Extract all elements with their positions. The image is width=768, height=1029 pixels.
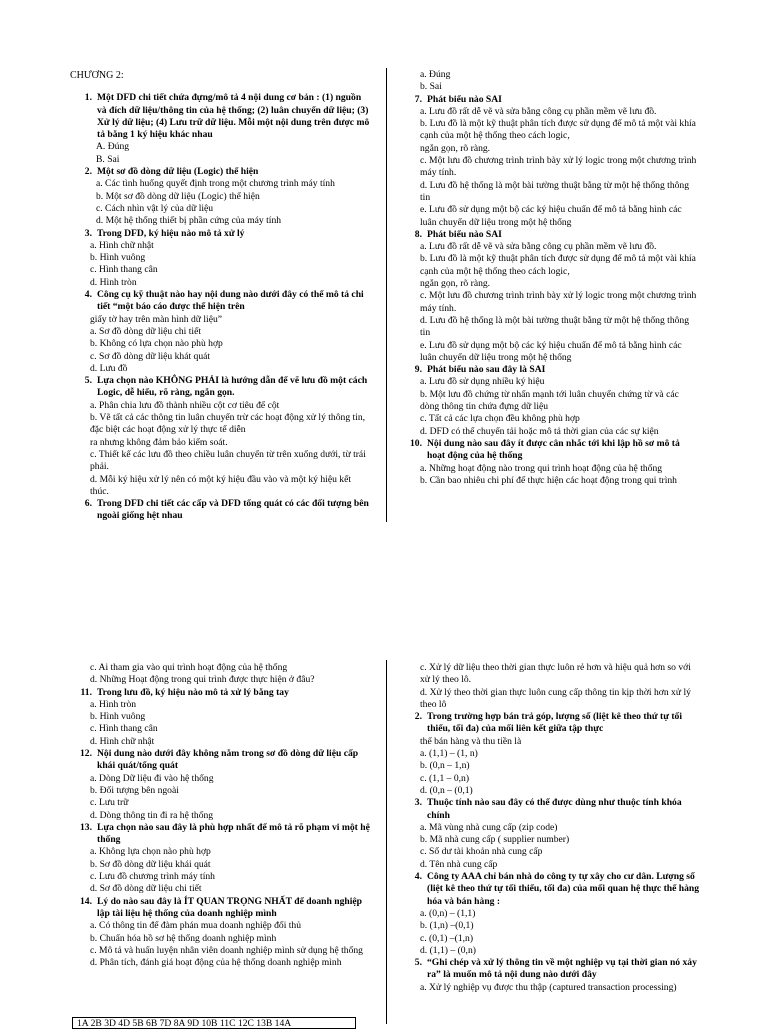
answer-options: [400, 463, 700, 488]
question-text: Lựa chọn nào sau đây là phù hợp nhất để mô tả rõ phạm vi một hệ thống: [97, 821, 370, 846]
question-text: Phát biểu nào SAI: [427, 228, 502, 240]
question-number: 1.: [84, 92, 92, 104]
question: [70, 896, 370, 921]
question-text: Một DFD chi tiết chứa đựng/mô tả 4 nội dung cơ bản : (1) nguồn và đích dữ liệu/thông tin của hệ thống; (2) luân chuyển dữ liệu; (3) Xử lý dữ liệu; (4) Lưu trữ dữ liệu. Mỗi một nội dung trên được mô tả bằng 1 ký hiệu khác nhau: [97, 92, 370, 141]
question-number: 13.: [80, 821, 92, 833]
question-block: [70, 896, 370, 970]
question-block: [400, 711, 700, 797]
question-text: Trong DFD, ký hiệu nào mô tả xử lý: [97, 227, 245, 239]
question: [400, 957, 700, 982]
answer-option: a. Có thông tin để đàm phán mua doanh nghiệp đối thủ: [90, 920, 302, 932]
answer-option: d. Một hệ thống thiết bị phần cứng của máy tính: [96, 215, 282, 227]
answer-option: c. Một lưu đồ chương trình trình bày xử lý logic trong một chương trình máy tính.: [420, 290, 697, 314]
answer-options: [70, 699, 370, 748]
answer-option: c. Mô tả và huấn luyện nhân viên doanh nghiệp mình sử dụng hệ thống: [90, 944, 363, 956]
answer-option: b. Một lưu đồ chứng từ nhấn mạnh tới luân chuyển chứng từ và các dòng thông tin chứa đựng dữ liệu: [420, 388, 679, 413]
answer-option: d. Dòng thông tin đi ra hệ thống: [90, 809, 214, 821]
question-number: 3.: [414, 797, 422, 809]
question-number: 7.: [414, 93, 422, 105]
question-block: [70, 228, 370, 289]
answer-option: c. Sơ đồ dòng dữ liệu khát quát: [90, 350, 211, 362]
question-text: “Ghi chép và xử lý thông tin về một nghiệp vụ tại thời gian nó xảy ra” là muốn mô tả nội dung nào dưới đây: [427, 957, 697, 981]
question-number: 4.: [414, 871, 422, 883]
question-number: 5.: [414, 957, 422, 969]
question-continuation: thể bán hàng và thu tiền là: [420, 735, 522, 747]
continued-option: a. Đúng: [420, 69, 451, 80]
column-divider-bottom: [386, 660, 387, 1024]
question-number: 10.: [410, 437, 422, 449]
answer-option: b. (0,n – 1,n): [420, 760, 470, 772]
answer-option: a. Lưu đồ rất dễ vẽ và sửa bằng công cụ phần mềm vẽ lưu đồ.: [420, 105, 657, 117]
continued-option: b. Sai: [420, 81, 442, 93]
question: [70, 92, 370, 141]
question: [400, 229, 700, 241]
top-left-column: [70, 70, 370, 523]
question-block: [70, 166, 370, 227]
top-right-column: [400, 69, 700, 487]
question-block: [400, 957, 700, 994]
answer-option: a. Mã vùng nhà cung cấp (zip code): [420, 821, 558, 833]
question-continuation: giấy tờ hay trên màn hình dữ liệu”: [90, 313, 223, 325]
answer-options: [70, 846, 370, 895]
question-number: 3.: [84, 227, 92, 239]
question-text: Phát biểu nào sau đây là SAI: [427, 364, 546, 376]
answer-options: [70, 178, 370, 227]
answer-option: a. Lưu đồ sử dụng nhiều ký hiệu: [420, 376, 545, 388]
answer-key: 1A 2B 3D 4D 5B 6B 7D 8A 9D 10B 11C 12C 13B 14A: [72, 1017, 356, 1029]
question: [70, 228, 370, 240]
question-text: Lựa chọn nào KHÔNG PHẢI là hướng dẫn để vẽ lưu đồ một cách Logic, dễ hiểu, rõ ràng, ngắn gọn.: [97, 375, 368, 399]
question-number: 5.: [84, 375, 92, 387]
answer-option: b. Đối tượng bên ngoài: [90, 784, 179, 796]
question: [400, 797, 700, 822]
question: [400, 94, 700, 106]
answer-option: b. Không có lựa chọn nào phù hợp: [90, 338, 223, 350]
answer-option: ngắn gọn, rõ ràng.: [420, 142, 491, 154]
question-block: [70, 498, 370, 523]
answer-option: a. Sơ đồ dòng dữ liệu chi tiết: [90, 325, 201, 337]
column-divider-top: [386, 68, 387, 522]
answer-option: b. Vẽ tất cả các thông tin luân chuyển trừ các hoạt động xử lý thông tin, đặc biệt các hoạt động xử lý thực tế diễn: [90, 412, 366, 436]
answer-option: d. Hình tròn: [90, 276, 137, 288]
answer-option: b. Lưu đồ là một kỹ thuật phân tích được sử dụng để mô tả một vài khía cạnh của một hệ thống theo cách logic,: [420, 118, 696, 142]
answer-option: d. Lưu đồ hệ thống là một bài tường thuật bằng từ một hệ thống thông tin: [420, 179, 690, 203]
answer-options: [400, 822, 700, 871]
question-block: [70, 375, 370, 498]
answer-option: a. Lưu đồ rất dễ vẽ và sửa bằng công cụ phần mềm vẽ lưu đồ.: [420, 241, 657, 253]
answer-option: a. Dòng Dữ liệu đi vào hệ thống: [90, 772, 214, 784]
question-text: Một sơ đồ dòng dữ liệu (Logic) thể hiện: [97, 166, 259, 178]
answer-option: d. DFD có thể chuyển tải hoặc mô tả thời gian của các sự kiện: [420, 425, 659, 437]
question: [70, 822, 370, 847]
question-number: 8.: [414, 228, 422, 240]
answer-option: A. Đúng: [96, 141, 130, 153]
answer-option: c. (1,1 – 0,n): [420, 772, 470, 784]
answer-option: b. Hình vuông: [90, 711, 146, 723]
answer-option: b. Một sơ đồ dòng dữ liệu (Logic) thể hiện: [96, 190, 260, 202]
answer-option: c. Lưu đồ chương trình máy tính: [90, 871, 215, 883]
question-number: 2.: [414, 711, 422, 723]
question-text: Nội dung nào sau đây ít được cân nhắc tới khi lập hồ sơ mô tả hoạt động của hệ thống: [427, 437, 680, 462]
question-block: [70, 289, 370, 375]
answer-option: a. Những hoạt động nào trong qui trình hoạt động của hệ thống: [420, 462, 663, 474]
answer-option: c. Một lưu đồ chương trình trình bày xử lý logic trong một chương trình máy tính.: [420, 155, 697, 179]
answer-option: d. Sơ đồ dòng dữ liệu chi tiết: [90, 883, 202, 895]
question-text: Trong DFD chi tiết các cấp và DFD tổng quát có các đối tượng bên ngoài giống hệt nhau: [97, 498, 369, 522]
answer-option: b. Chuẩn hóa hồ sơ hệ thống doanh nghiệp mình: [90, 932, 277, 944]
answer-options: [400, 241, 700, 364]
question: [400, 711, 700, 736]
answer-option: ngắn gọn, rõ ràng.: [420, 278, 491, 290]
question: [400, 364, 700, 376]
answer-option: b. Mã nhà cung cấp ( supplier number): [420, 834, 570, 846]
answer-option: d. Phân tích, đánh giá hoạt động của hệ thống doanh nghiệp mình: [90, 957, 342, 969]
question-text: Lý do nào sau đây là ÍT QUAN TRỌNG NHẤT để doanh nghiệp lập tài liệu hệ thống của doanh nghiệp mình: [97, 895, 362, 919]
question: [400, 438, 700, 463]
answer-option: a. (0,n) – (1,1): [420, 907, 476, 919]
question-block: [400, 797, 700, 871]
question-number: 4.: [84, 289, 92, 301]
answer-options: [400, 908, 700, 957]
answer-option: b. (1,n) –(0,1): [420, 920, 474, 932]
answer-option: b. Cần bao nhiêu chi phí để thực hiện các hoạt động trong qui trình: [420, 474, 677, 486]
question-text: Trong lưu đồ, ký hiệu nào mô tả xử lý bằng tay: [97, 686, 289, 698]
question-text: Công cụ kỹ thuật nào hay nội dung nào dưới đây có thể mô tả chi tiết “một báo cáo được thể hiện trên: [97, 289, 364, 313]
answer-option: a. Phân chia lưu đồ thành nhiều cột cơ tiêu để cột: [90, 399, 280, 411]
answer-options: [70, 314, 370, 375]
answer-option: b. Sơ đồ dòng dữ liệu khái quát: [90, 858, 211, 870]
question: [70, 687, 370, 699]
question-block: [400, 364, 700, 438]
question-text: Trong trường hợp bán trả góp, lượng số (liệt kê theo thứ tự tối thiểu, tối đa) của mối liên kết giữa tập thực: [427, 711, 683, 735]
answer-option: b. Hình vuông: [90, 252, 146, 264]
answer-option: a. Các tình huống quyết định trong một chương trình máy tính: [96, 178, 335, 190]
answer-option: e. Lưu đồ sử dụng một bộ các ký hiệu chuẩn để mô tả bằng hình các luân chuyển dữ liệu trong một hệ thống: [420, 339, 682, 363]
answer-options: [400, 736, 700, 797]
answer-option: c. Tất cả các lựa chọn đều không phù hợp: [420, 413, 580, 425]
question-number: 2.: [84, 166, 92, 178]
answer-option: ra nhưng không đảm bảo kiểm soát.: [90, 436, 228, 448]
continued-option: d. Những Hoạt động trong qui trình được thực hiện ở đâu?: [90, 674, 315, 686]
continued-option: d. Xử lý theo thời gian thực luôn cung cấp thông tin kịp thời hơn xử lý theo lô: [420, 686, 691, 710]
answer-options: [70, 400, 370, 498]
answer-option: c. Hình thang cân: [90, 723, 158, 735]
answer-option: d. Tên nhà cung cấp: [420, 858, 498, 870]
question-block: [400, 871, 700, 957]
answer-option: a. Không lựa chọn nào phù hợp: [90, 846, 211, 858]
chapter-heading: CHƯƠNG 2:: [70, 70, 124, 81]
answer-option: B. Sai: [96, 153, 120, 165]
bottom-left-column: [70, 662, 370, 969]
question: [70, 166, 370, 178]
answer-options: [70, 773, 370, 822]
answer-option: a. (1,1) – (1, n): [420, 748, 478, 760]
question-block: [70, 748, 370, 822]
question-block: [400, 438, 700, 487]
bottom-right-column: [400, 662, 700, 994]
question-number: 9.: [414, 364, 422, 376]
answer-option: c. Số dư tài khoản nhà cung cấp: [420, 846, 543, 858]
answer-option: a. Hình tròn: [90, 698, 137, 710]
answer-options: [400, 106, 700, 229]
question-block: [70, 687, 370, 748]
answer-options: [70, 141, 370, 166]
question-text: Nội dung nào dưới đây không nằm trong sơ đồ dòng dữ liệu cấp khái quát/tổng quát: [97, 748, 359, 772]
question-block: [70, 822, 370, 896]
question-text: Công ty AAA chỉ bán nhà do công ty tự xây cho cư dân. Lượng số (liệt kê theo thứ tự tối thiểu, tối đa) của mối quan hệ thực thể hàng hóa và bán hàng :: [427, 871, 700, 907]
question-number: 11.: [80, 686, 92, 698]
answer-options: [70, 920, 370, 969]
answer-option: b. Lưu đồ là một kỹ thuật phân tích được sử dụng để mô tả một vài khía cạnh của một hệ thống theo cách logic,: [420, 253, 696, 277]
answer-option: e. Lưu đồ sử dụng một bộ các ký hiệu chuẩn để mô tả bằng hình các luân chuyển dữ liệu trong một hệ thống: [420, 204, 682, 228]
continued-option: c. Ai tham gia vào qui trình hoạt động của hệ thống: [90, 662, 288, 673]
answer-options: [70, 240, 370, 289]
answer-option: d. Mỗi ký hiệu xử lý nên có một ký hiệu đầu vào và một ký hiệu kết thúc.: [90, 473, 351, 497]
answer-options: [400, 376, 700, 437]
answer-option: c. Lưu trữ: [90, 797, 129, 809]
answer-option: d. (1,1) – (0,n): [420, 944, 476, 956]
question-block: [70, 92, 370, 166]
answer-option: c. Hình thang cân: [90, 264, 158, 276]
question-text: Thuộc tính nào sau đây có thể được dùng như thuộc tính khóa chính: [427, 797, 682, 821]
question-number: 14.: [80, 895, 92, 907]
answer-option: a. Xử lý nghiệp vụ được thu thập (captured transaction processing): [420, 981, 677, 993]
question: [70, 748, 370, 773]
answer-option: d. Hình chữ nhật: [90, 735, 155, 747]
question: [400, 871, 700, 908]
answer-option: d. (0,n – (0,1): [420, 784, 473, 796]
answer-options: [400, 982, 700, 994]
question-number: 12.: [80, 748, 92, 760]
question-block: [400, 229, 700, 364]
answer-option: d. Lưu đồ: [90, 362, 128, 374]
answer-option: d. Lưu đồ hệ thống là một bài tường thuật bằng từ một hệ thống thông tin: [420, 314, 690, 339]
answer-option: a. Hình chữ nhật: [90, 239, 154, 251]
question-number: 6.: [84, 498, 92, 510]
continued-option: c. Xử lý dữ liệu theo thời gian thực luôn rẻ hơn và hiệu quả hơn so với xử lý theo lô.: [420, 662, 691, 686]
question: [70, 375, 370, 400]
question-text: Phát biểu nào SAI: [427, 93, 502, 105]
answer-option: c. Cách nhìn vật lý của dữ liệu: [96, 202, 214, 214]
answer-option: c. (0,1) –(1,n): [420, 932, 474, 944]
answer-option: c. Thiết kế các lưu đồ theo chiều luân chuyển từ trên xuống dưới, từ trái phải.: [90, 448, 366, 473]
question: [70, 289, 370, 314]
question-block: [400, 94, 700, 229]
question: [70, 498, 370, 523]
